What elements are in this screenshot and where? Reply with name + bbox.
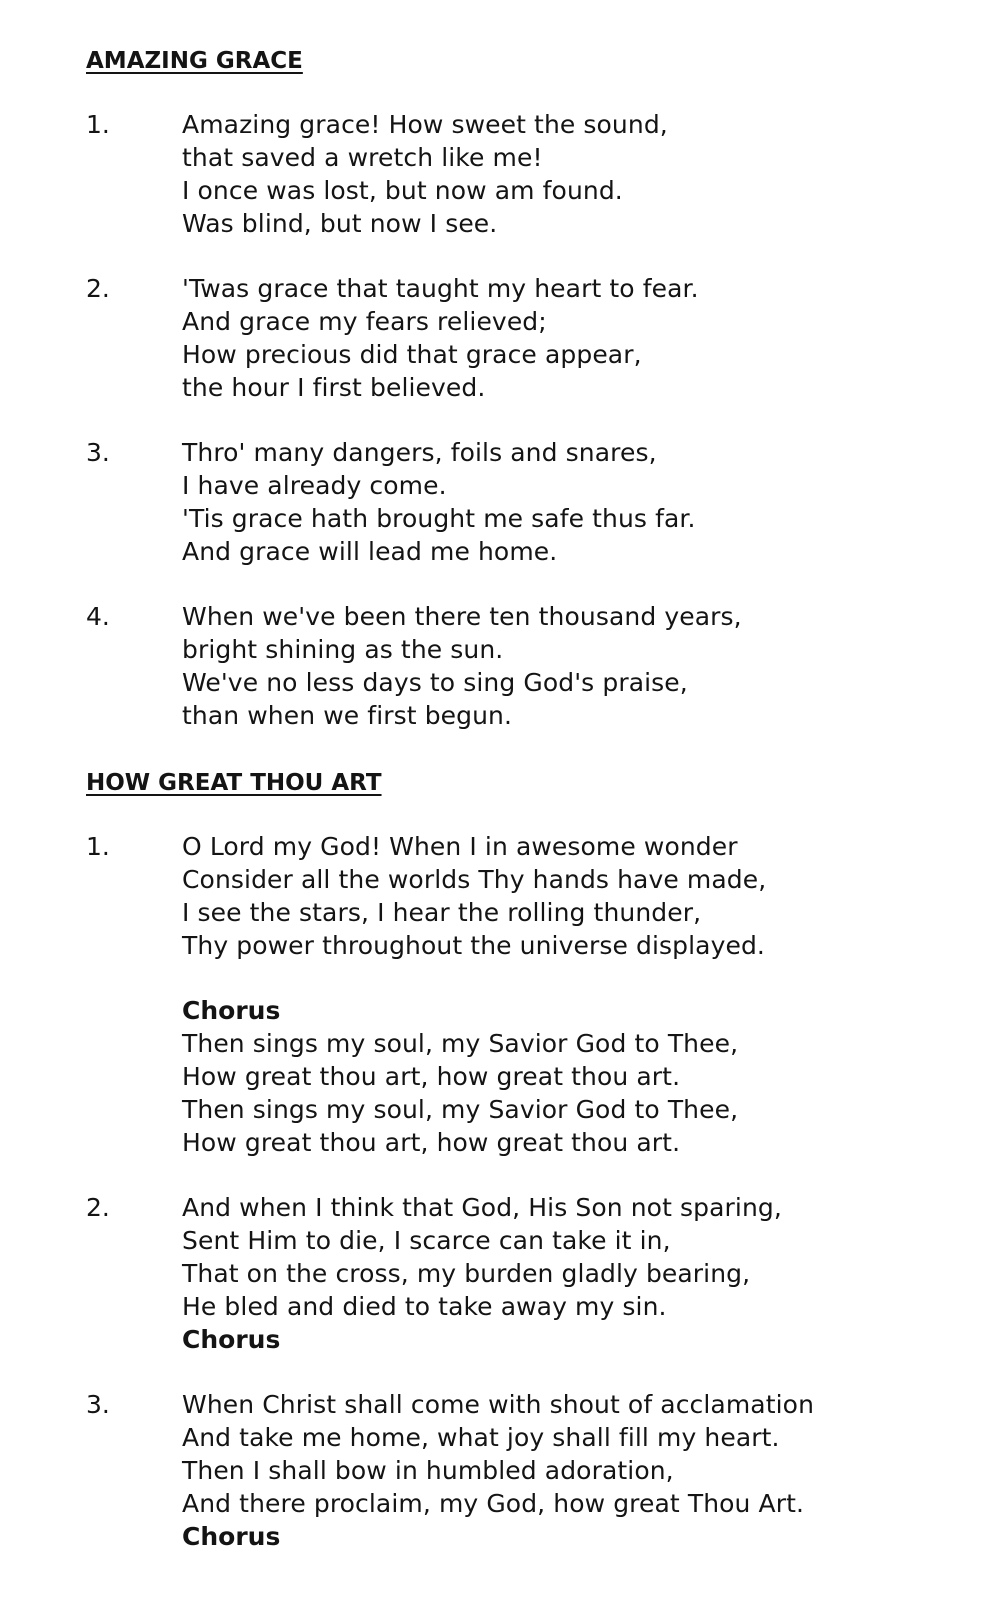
verse-number: 1.: [86, 110, 110, 139]
lyric-line: 'Twas grace that taught my heart to fear.: [182, 274, 699, 303]
verse: [86, 1191, 966, 1356]
verse-lines: [182, 600, 966, 732]
verse-number: 3.: [86, 1390, 110, 1419]
lyric-line: I once was lost, but now am found.: [182, 176, 623, 205]
lyric-line: And there proclaim, my God, how great Thou Art.: [182, 1489, 805, 1518]
chorus-label: Chorus: [182, 996, 281, 1025]
verse-lines: [182, 1191, 966, 1356]
chorus-line: Then sings my soul, my Savior God to Thee,: [182, 1095, 739, 1124]
verse-lines: [182, 436, 966, 568]
verse: [86, 600, 966, 732]
lyric-line: Consider all the worlds Thy hands have made,: [182, 865, 767, 894]
chorus-line: Then sings my soul, my Savior God to Thee,: [182, 1029, 739, 1058]
lyric-line: Thro' many dangers, foils and snares,: [182, 438, 657, 467]
verse: [86, 1388, 966, 1553]
lyric-line: Thy power throughout the universe displayed.: [182, 931, 765, 960]
verse-lines: [182, 830, 966, 1159]
verse: [86, 272, 966, 404]
lyric-line: And when I think that God, His Son not sparing,: [182, 1193, 782, 1222]
lyric-line: than when we first begun.: [182, 701, 513, 730]
lyric-line: And take me home, what joy shall fill my heart.: [182, 1423, 780, 1452]
verse-lines: [182, 1388, 966, 1553]
lyric-line: And grace my fears relieved;: [182, 307, 547, 336]
chorus-line: How great thou art, how great thou art.: [182, 1128, 681, 1157]
verse: [86, 830, 966, 1159]
verse: [86, 436, 966, 568]
song-title: HOW GREAT THOU ART: [86, 770, 382, 796]
verse-lines: [182, 108, 966, 240]
lyric-line: 'Tis grace hath brought me safe thus far.: [182, 504, 696, 533]
lyric-line: Was blind, but now I see.: [182, 209, 498, 238]
song-how-great-thou-art: [86, 766, 966, 1553]
lyric-line: When we've been there ten thousand years,: [182, 602, 742, 631]
chorus-reference: Chorus: [182, 1522, 281, 1551]
verse: [86, 108, 966, 240]
lyric-line: I see the stars, I hear the rolling thunder,: [182, 898, 702, 927]
hymn-sheet: [86, 44, 966, 1553]
lyric-line: And grace will lead me home.: [182, 537, 558, 566]
lyric-line: How precious did that grace appear,: [182, 340, 642, 369]
lyric-line: O Lord my God! When I in awesome wonder: [182, 832, 738, 861]
song-amazing-grace: [86, 44, 966, 732]
lyric-line: I have already come.: [182, 471, 447, 500]
lyric-line: Sent Him to die, I scarce can take it in,: [182, 1226, 671, 1255]
lyric-line: That on the cross, my burden gladly bearing,: [182, 1259, 751, 1288]
lyric-line: the hour I first believed.: [182, 373, 486, 402]
song-title: AMAZING GRACE: [86, 48, 303, 74]
verse-number: 2.: [86, 1193, 110, 1222]
chorus-reference: Chorus: [182, 1325, 281, 1354]
verse-number: 2.: [86, 274, 110, 303]
verse-number: 1.: [86, 832, 110, 861]
verse-number: 4.: [86, 602, 110, 631]
lyric-line: Then I shall bow in humbled adoration,: [182, 1456, 674, 1485]
lyric-line: Amazing grace! How sweet the sound,: [182, 110, 668, 139]
lyric-line: When Christ shall come with shout of acclamation: [182, 1390, 815, 1419]
lyric-line: He bled and died to take away my sin.: [182, 1292, 667, 1321]
verse-lines: [182, 272, 966, 404]
lyric-line: that saved a wretch like me!: [182, 143, 543, 172]
lyric-line: We've no less days to sing God's praise,: [182, 668, 688, 697]
chorus-line: How great thou art, how great thou art.: [182, 1062, 681, 1091]
verse-number: 3.: [86, 438, 110, 467]
lyric-line: bright shining as the sun.: [182, 635, 504, 664]
